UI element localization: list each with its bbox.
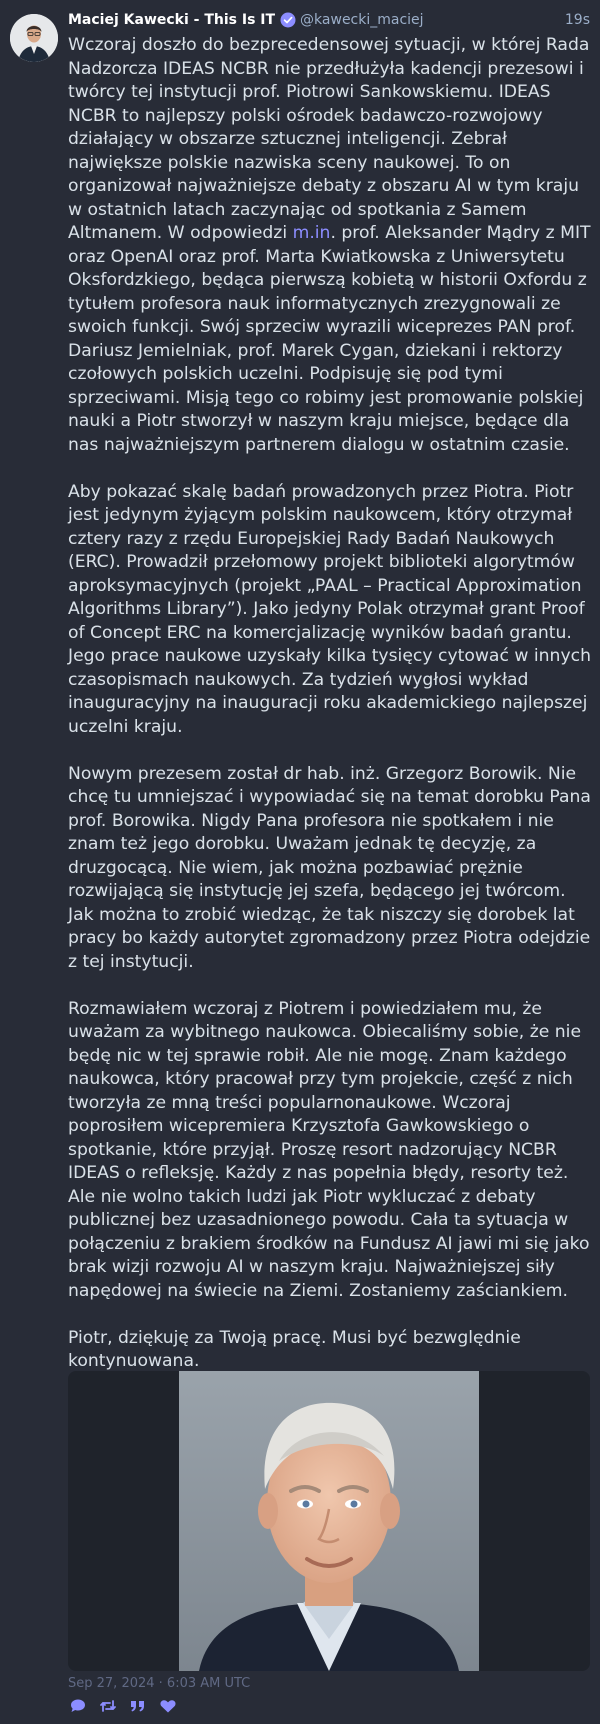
relative-time[interactable]: 19s [564, 12, 590, 28]
paragraph-1 [68, 34, 596, 457]
paragraph-1-end: . prof. Aleksander Mądry z MIT oraz OpenAI oraz prof. Marta Kwiatkowska z Uniwersytetu Oksfordzkiego, będąca pierwszą kobietą w historii Oxfordu z tytułem profesora nauk informatycznych zrezygnowali ze swoich funkcji. Swój sprzeciw wyrazili wiceprezes PAN prof. Dariusz Jemielniak, prof. Marek Cygan, dziekani i rektorzy czołowych polskich uczelni. Podpisuję się pod tymi sprzeciwami. Misją tego co robimy jest promowanie polskiej nauki a Piotr stworzył w naszym kraju miejsce, będące dla nas najważniejszym partnerem dialogu w ostatnim czasie. [68, 223, 591, 455]
post-timestamp[interactable]: Sep 27, 2024 · 6:03 AM UTC [68, 1676, 251, 1691]
quote-icon[interactable] [128, 1696, 148, 1716]
media-attachment[interactable] [68, 1371, 590, 1671]
min-link[interactable]: m.in [292, 223, 331, 243]
boost-icon[interactable] [98, 1696, 118, 1716]
paragraph-5: Piotr, dziękuję za Twoją pracę. Musi być bezwględnie kontynuowana. [68, 1327, 521, 1371]
paragraph-2: Aby pokazać skalę badań prowadzonych przez Piotra. Piotr jest jedynym żyjącym polskim naukowcem, który otrzymał cztery razy z rzędu Europejskiej Rady Badań Naukowych (ERC). Prowadził przełomowy projekt biblioteki algorytmów aproksymacyjnych (projekt „PAAL – Practical Approximation Algorithms Library”). Jako jedyny Polak otrzymał grant Proof of Concept ERC na komercjalizację wyników badań grantu. Jego prace naukowe uzyskały kilka tysięcy cytować w innych czasopismach naukowych. Za tydzień wygłosi wykład inauguracyjny na inauguracji roku akademickiego najlepszej uczelni kraju. [68, 481, 591, 737]
action-bar [68, 1696, 178, 1716]
paragraph-1-start: Wczoraj doszło do bezprecedensowej sytuacji, w której Rada Nadzorcza IDEAS NCBR nie przedłużyła kadencji prezesowi i twórcy tej instytucji prof. Piotrowi Sankowskiemu. IDEAS NCBR to najlepszy polski ośrodek badawczo-rozwojowy działający w obszarze sztucznej inteligencji. Zebrał największe polskie nazwiska sceny naukowej. To on organizował najważniejsze debaty z obszaru AI w tym kraju w ostatnich latach zaczynając od spotkania z Samem Altmanem. W odpowiedzi [68, 35, 590, 243]
status-header [68, 9, 590, 31]
favourite-icon[interactable] [158, 1696, 178, 1716]
portrait-photo [179, 1371, 479, 1671]
reply-icon[interactable] [68, 1696, 88, 1716]
paragraph-3: Nowym prezesem został dr hab. inż. Grzegorz Borowik. Nie chcę tu umniejszać i wypowiadać się na temat dorobku Pana prof. Borowika. Nigdy Pana profesora nie spotkałem i nie znam też jego dorobku. Uważam jednak tę decyzję, za druzgocącą. Nie wiem, jak można pozbawiać prężnie rozwijającą się instytucję jej szefa, będącego jej twórcom. Jak można to zrobić wiedząc, że tak niszczy się dorobek lat pracy bo każdy autorytet zgromadzony przez Piotra odejdzie z tej instytucji. [68, 763, 591, 972]
status-content [68, 34, 596, 1374]
paragraph-4: Rozmawiałem wczoraj z Piotrem i powiedziałem mu, że uważam za wybitnego naukowca. Obiecaliśmy sobie, że nie będę nic w tej sprawie robił. Ale nie mogę. Znam każdego naukowca, który pracował przy tym projekcie, część z nich tworzyła ze mną treści popularnonaukowe. Wczoraj poprosiłem wicepremiera Krzysztofa Gawkowskiego o spotkanie, które przyjął. Proszę resort nadzorujący NCBR IDEAS o refleksję. Każdy z nas popełnia błędy, resorty też. Ale nie wolno takich ludzi jak Piotr wykluczać z debaty publicznej bez uzasadnionego powodu. Cała ta sytuacja w połączeniu z brakiem środków na Fundusz AI jawi mi się jako brak wizji rozwoju AI w naszym kraju. Najważniejszej siły napędowej na świecie na Ziemi. Zostaniemy zaściankiem. [68, 998, 590, 1301]
verified-badge-icon [280, 12, 296, 28]
avatar[interactable] [10, 14, 58, 62]
avatar-image [10, 14, 58, 62]
account-handle[interactable]: @kawecki_maciej [300, 12, 424, 28]
display-name[interactable]: Maciej Kawecki - This Is IT [68, 12, 276, 28]
